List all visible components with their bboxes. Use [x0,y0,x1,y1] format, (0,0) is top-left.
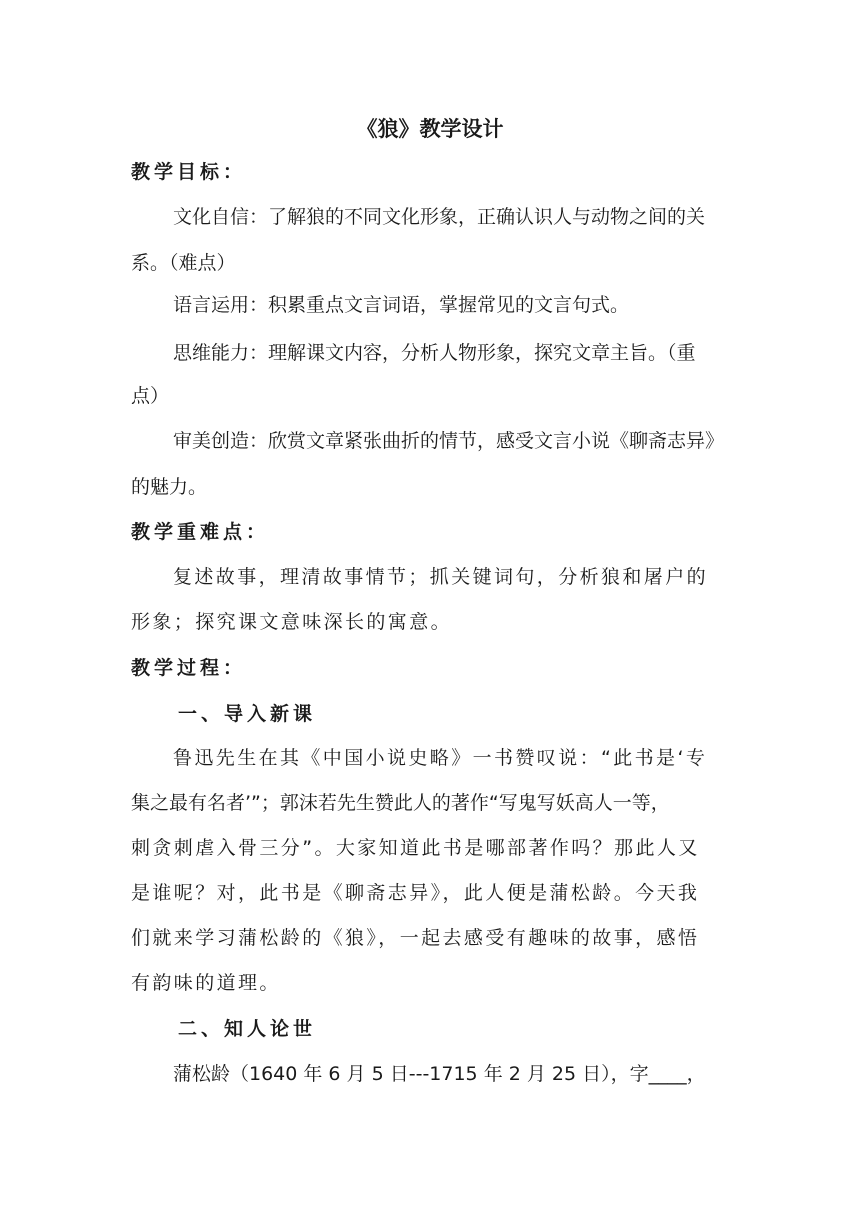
goals-line-4: 思维能力：理解课文内容，分析人物形象，探究文章主旨。（重 [173,342,696,364]
intro-line-4: 是谁呢？对，此书是《聊斋志异》，此人便是蒲松龄。今天我 [131,882,700,904]
goals-line-6: 审美创造：欣赏文章紧张曲折的情节，感受文言小说《聊斋志异》 [173,430,725,452]
intro-line-3: 刺贪刺虐入骨三分”。大家知道此书是哪部著作吗？那此人又 [131,837,700,859]
goals-line-5: 点） [131,385,170,407]
goals-line-1: 文化自信：了解狼的不同文化形象，正确认识人与动物之间的关 [173,206,706,228]
subsection-heading-intro: 一、导入新课 [178,703,317,725]
goals-line-3: 语言运用：积累重点文言词语，掌握常见的文言句式。 [173,294,630,316]
section-heading-process: 教学过程： [131,657,247,679]
subsection-heading-background: 二、知人论世 [178,1018,317,1040]
background-line-1: 蒲松龄（1640 年 6 月 5 日---1715 年 2 月 25 日），字____， [173,1063,706,1085]
goals-line-7: 的魅力。 [131,476,208,498]
intro-line-6: 有韵味的道理。 [131,972,281,994]
key-points-line-1: 复述故事，理清故事情节；抓关键词句，分析狼和屠户的 [173,566,709,588]
intro-line-5: 们就来学习蒲松龄的《狼》，一起去感受有趣味的故事，感悟 [131,927,700,949]
intro-line-2: 集之最有名者’”；郭沫若先生赞此人的著作“写鬼写妖高人一等， [131,792,670,814]
section-heading-key-points: 教学重难点： [131,521,270,543]
goals-line-2: 系。（难点） [131,252,236,274]
key-points-line-2: 形象；探究课文意味深长的寓意。 [131,611,453,633]
document-title: 《狼》教学设计 [356,117,504,141]
intro-line-1: 鲁迅先生在其《中国小说史略》一书赞叹说：“此书是‘专 [173,747,708,769]
section-heading-goals: 教学目标： [131,161,247,183]
